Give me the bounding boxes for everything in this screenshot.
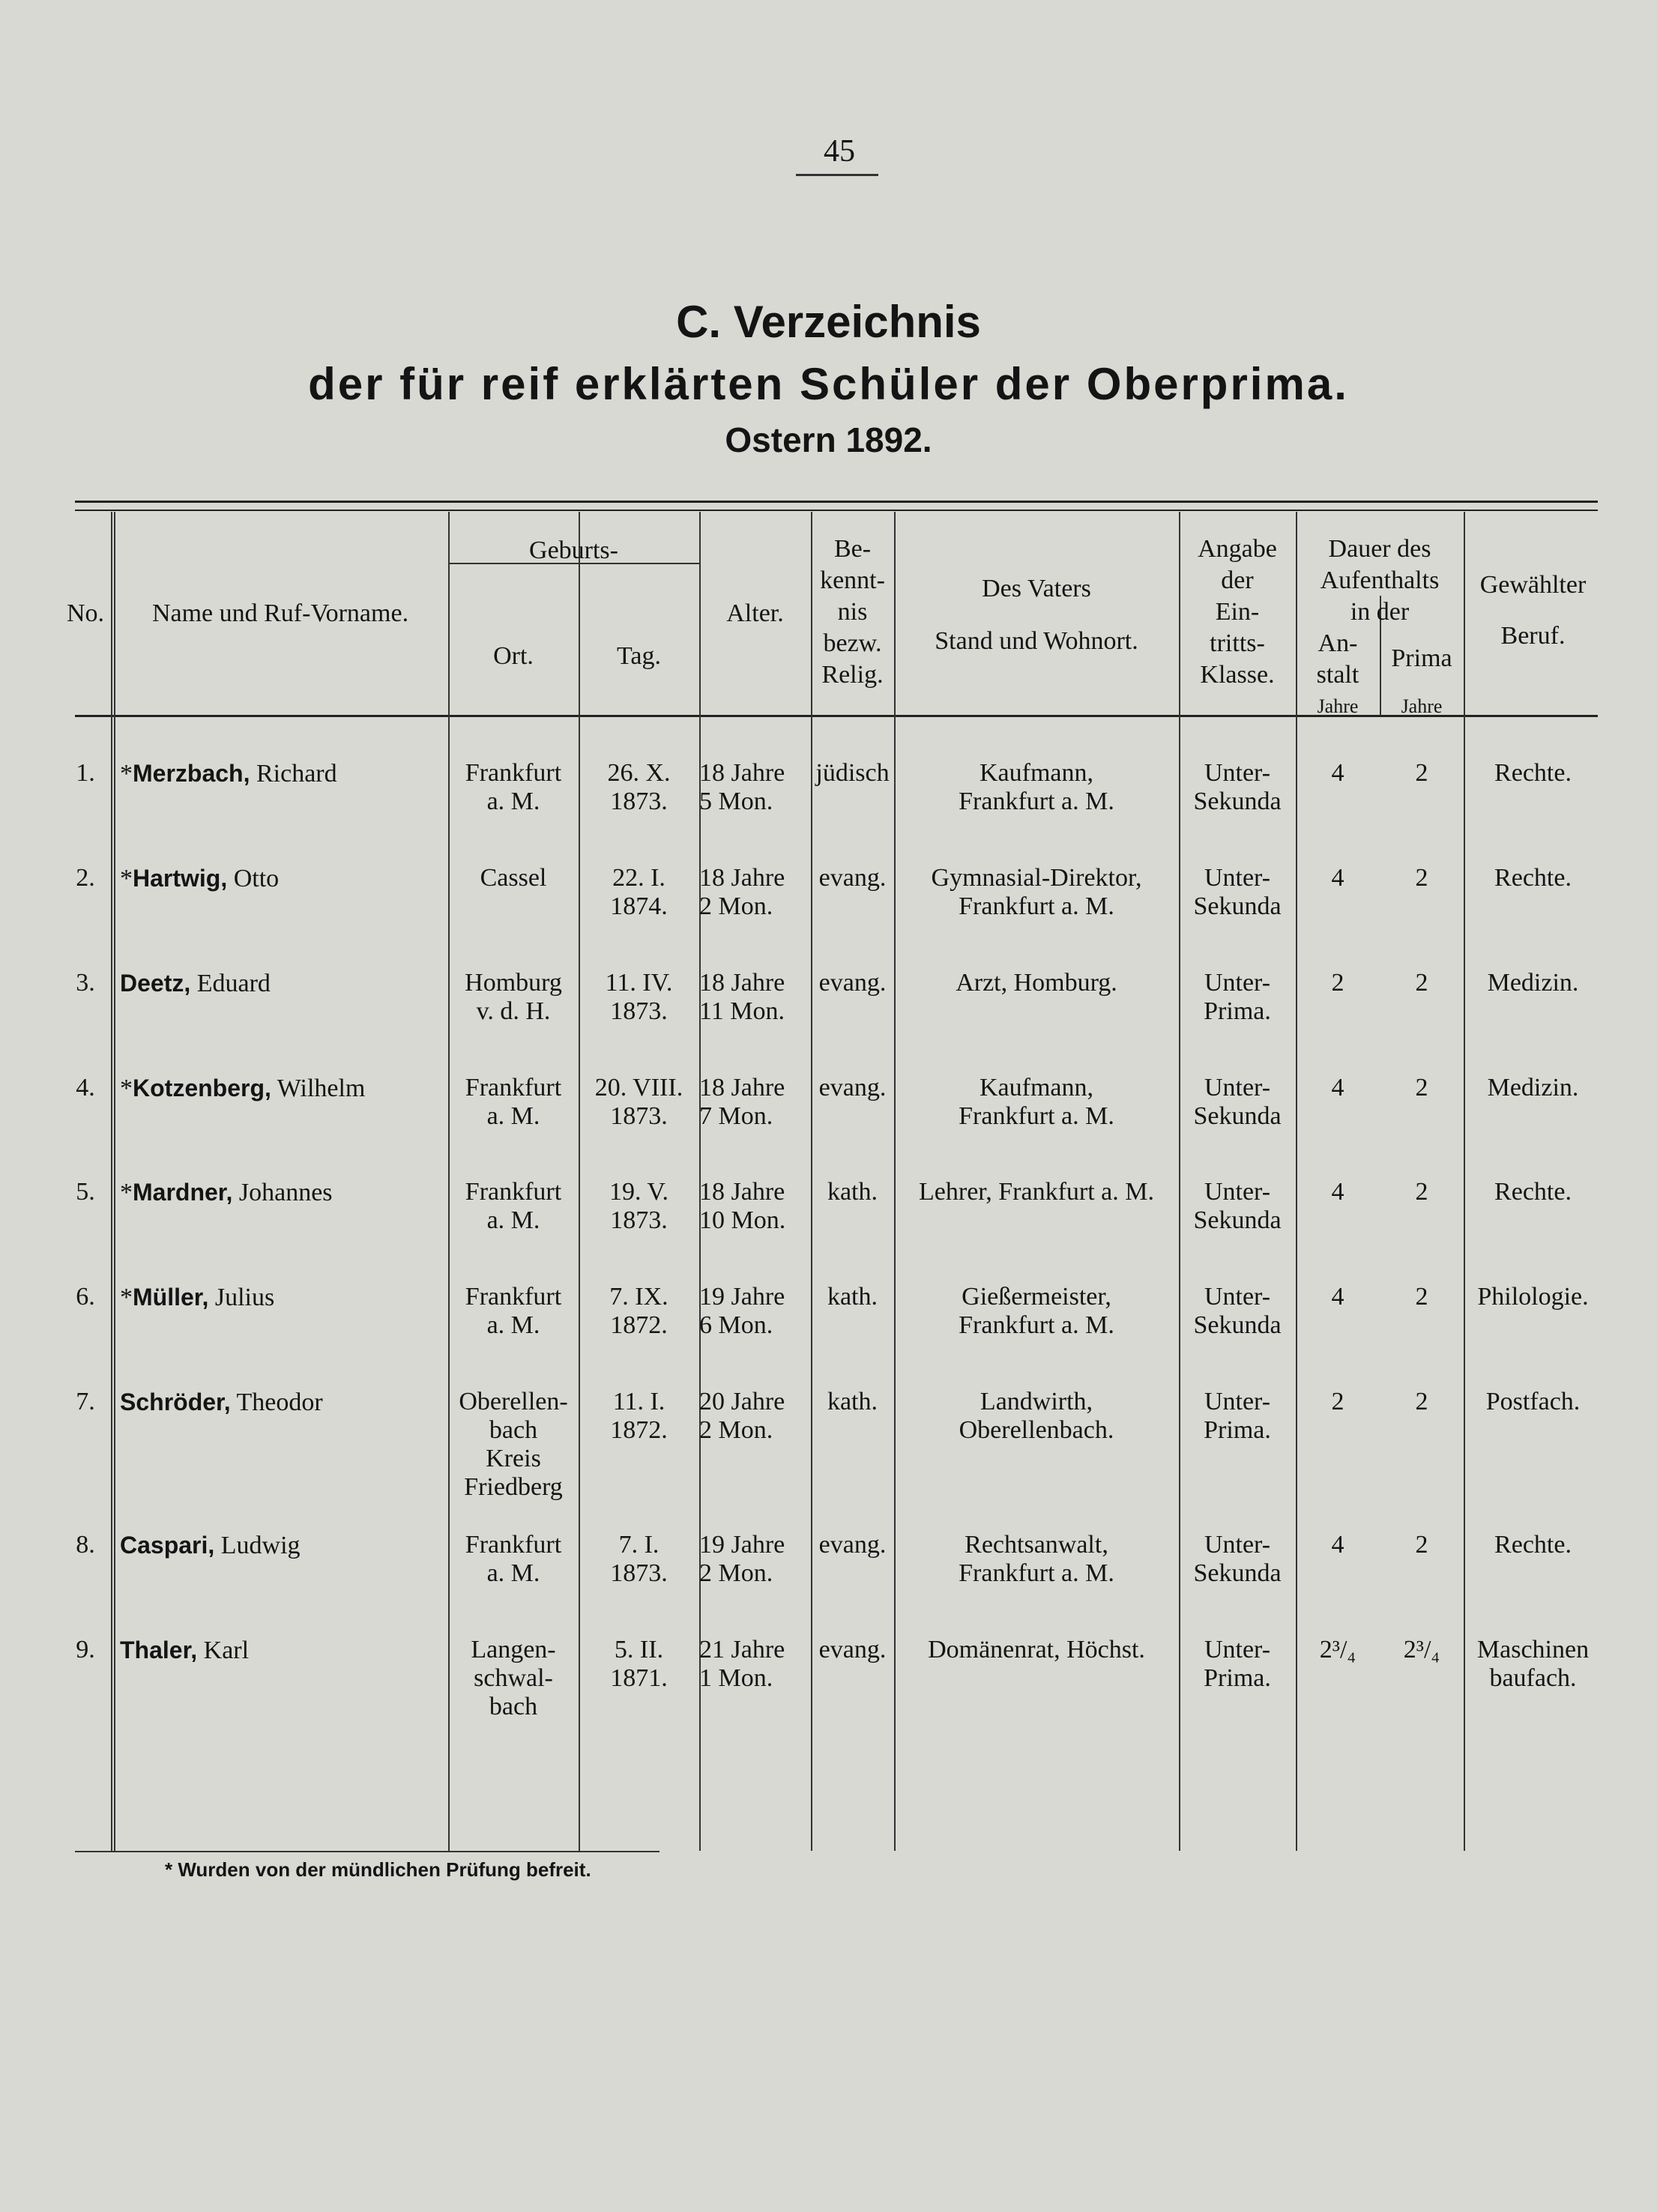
years-at-school: 4 bbox=[1331, 1074, 1344, 1102]
chosen-profession: Postfach. bbox=[1485, 1388, 1581, 1415]
header-anstalt: An- stalt Jahre bbox=[1316, 629, 1359, 717]
first-name: Theodor bbox=[230, 1388, 323, 1416]
age: 18 Jahre 5 Mon. bbox=[699, 759, 785, 815]
row-number: 8. bbox=[76, 1531, 95, 1559]
birth-place: Homburg v. d. H. bbox=[465, 969, 562, 1025]
religion: evang. bbox=[818, 1074, 887, 1102]
header-eintrittsklasse: Angabe der Ein- tritts- Klasse. bbox=[1198, 535, 1277, 689]
age: 18 Jahre 7 Mon. bbox=[699, 1074, 785, 1130]
row-number: 2. bbox=[76, 864, 95, 892]
surname: Thaler, bbox=[120, 1637, 198, 1663]
surname: Deetz, bbox=[120, 970, 191, 997]
father-occupation: Arzt, Homburg. bbox=[956, 969, 1117, 997]
row-number: 1. bbox=[76, 759, 95, 787]
first-name: Eduard bbox=[190, 970, 271, 997]
years-in-prima: 2 bbox=[1415, 1283, 1428, 1311]
chosen-profession: Rechte. bbox=[1494, 759, 1572, 787]
first-name: Otto bbox=[227, 865, 280, 892]
birth-place: Langen- schwal- bach bbox=[471, 1636, 556, 1720]
surname: Hartwig, bbox=[133, 865, 228, 892]
entry-class: Unter- Sekunda bbox=[1193, 864, 1282, 920]
exemption-mark: * bbox=[120, 865, 133, 892]
first-name: Johannes bbox=[232, 1179, 333, 1206]
entry-class: Unter- Prima. bbox=[1204, 1636, 1271, 1692]
age: 18 Jahre 10 Mon. bbox=[699, 1178, 786, 1234]
entry-class: Unter- Sekunda bbox=[1193, 1178, 1282, 1234]
birth-date: 11. IV. 1873. bbox=[605, 969, 673, 1025]
religion: evang. bbox=[818, 864, 887, 892]
entry-class: Unter- Sekunda bbox=[1193, 1074, 1282, 1130]
footnote-rule bbox=[75, 1851, 660, 1852]
chosen-profession: Rechte. bbox=[1494, 864, 1572, 892]
years-in-prima: 2 bbox=[1415, 1074, 1428, 1102]
father-occupation: Gießermeister, Frankfurt a. M. bbox=[959, 1283, 1114, 1339]
page-number: 45 bbox=[824, 134, 855, 169]
student-name bbox=[120, 1636, 448, 1665]
student-name bbox=[120, 1178, 448, 1207]
first-name: Ludwig bbox=[214, 1532, 301, 1559]
surname: Mardner, bbox=[133, 1179, 233, 1206]
student-name bbox=[120, 759, 448, 788]
birth-place: Frankfurt a. M. bbox=[465, 1531, 562, 1587]
birth-date: 11. I. 1872. bbox=[610, 1388, 668, 1444]
heading-line-3: Ostern 1892. bbox=[725, 420, 932, 459]
surname: Schröder, bbox=[120, 1388, 231, 1415]
surname: Merzbach, bbox=[133, 760, 250, 787]
header-tag: Tag. bbox=[617, 642, 661, 670]
religion: evang. bbox=[818, 969, 887, 997]
surname: Kotzenberg, bbox=[133, 1075, 271, 1102]
chosen-profession: Medizin. bbox=[1487, 1074, 1579, 1102]
years-in-prima: 2 bbox=[1415, 969, 1428, 997]
header-vater: Des Vaters bbox=[982, 575, 1091, 602]
birth-date: 19. V. 1873. bbox=[609, 1178, 669, 1234]
birth-place: Cassel bbox=[480, 864, 547, 892]
birth-place: Frankfurt a. M. bbox=[465, 759, 562, 815]
first-name: Karl bbox=[197, 1637, 250, 1664]
entry-class: Unter- Sekunda bbox=[1193, 759, 1282, 815]
religion: jüdisch bbox=[815, 759, 890, 787]
student-name bbox=[120, 864, 448, 893]
years-at-school: 4 bbox=[1331, 864, 1344, 892]
table-top-rule-inner bbox=[75, 510, 1598, 511]
religion: evang. bbox=[818, 1636, 887, 1663]
religion: kath. bbox=[827, 1283, 878, 1311]
heading-line-2: der für reif erklärten Schüler der Oberprima. bbox=[308, 359, 1349, 409]
religion: kath. bbox=[827, 1178, 878, 1206]
years-in-prima: 2 bbox=[1415, 759, 1428, 787]
age: 19 Jahre 6 Mon. bbox=[699, 1283, 785, 1339]
age: 18 Jahre 2 Mon. bbox=[699, 864, 785, 920]
row-number: 6. bbox=[76, 1283, 95, 1311]
header-ort: Ort. bbox=[493, 642, 534, 670]
father-occupation: Domänenrat, Höchst. bbox=[928, 1636, 1145, 1663]
years-in-prima: 2 bbox=[1415, 1388, 1428, 1415]
years-in-prima: 2 bbox=[1415, 864, 1428, 892]
student-name bbox=[120, 1531, 448, 1560]
student-name bbox=[120, 1283, 448, 1312]
chosen-profession: Rechte. bbox=[1494, 1531, 1572, 1559]
student-name bbox=[120, 969, 448, 998]
years-at-school: 4 bbox=[1331, 1283, 1344, 1311]
footnote: * Wurden von der mündlichen Prüfung befreit. bbox=[165, 1858, 591, 1881]
table-top-rule bbox=[75, 501, 1598, 503]
student-name bbox=[120, 1074, 448, 1103]
age: 18 Jahre 11 Mon. bbox=[699, 969, 785, 1025]
years-at-school: 2 bbox=[1331, 969, 1344, 997]
exemption-mark: * bbox=[120, 1075, 133, 1102]
student-name bbox=[120, 1388, 448, 1417]
row-number: 5. bbox=[76, 1178, 95, 1206]
header-bekenntnis: Be- kennt- nis bezw. Relig. bbox=[820, 535, 885, 689]
row-number: 3. bbox=[76, 969, 95, 997]
exemption-mark: * bbox=[120, 1179, 133, 1206]
entry-class: Unter- Sekunda bbox=[1193, 1531, 1282, 1587]
father-occupation: Gymnasial-Direktor, Frankfurt a. M. bbox=[931, 864, 1142, 920]
entry-class: Unter- Prima. bbox=[1204, 1388, 1271, 1444]
years-at-school: 4 bbox=[1331, 1178, 1344, 1206]
father-occupation: Kaufmann, Frankfurt a. M. bbox=[959, 759, 1114, 815]
header-prima: Prima Jahre bbox=[1391, 644, 1452, 717]
years-at-school: 4 bbox=[1331, 759, 1344, 787]
heading-line-1: C. Verzeichnis bbox=[676, 297, 981, 347]
religion: kath. bbox=[827, 1388, 878, 1415]
header-dauer: Dauer des Aufenthalts in der bbox=[1320, 535, 1440, 626]
row-number: 4. bbox=[76, 1074, 95, 1102]
header-vater-stand: Stand und Wohnort. bbox=[935, 627, 1138, 655]
years-in-prima: 2³/₄ bbox=[1403, 1636, 1440, 1663]
page-number-ornament bbox=[796, 174, 878, 176]
years-in-prima: 2 bbox=[1415, 1531, 1428, 1559]
birth-place: Oberellen- bach Kreis Friedberg bbox=[459, 1388, 568, 1501]
birth-date: 20. VIII. 1873. bbox=[594, 1074, 683, 1130]
exemption-mark: * bbox=[120, 760, 133, 788]
exemption-mark: * bbox=[120, 1284, 133, 1311]
row-number: 7. bbox=[76, 1388, 95, 1415]
father-occupation: Rechtsanwalt, Frankfurt a. M. bbox=[959, 1531, 1114, 1587]
header-no: No. bbox=[66, 599, 105, 627]
age: 19 Jahre 2 Mon. bbox=[699, 1531, 785, 1587]
header-geburts: Geburts- bbox=[529, 537, 618, 564]
age: 20 Jahre 2 Mon. bbox=[699, 1388, 785, 1444]
years-at-school: 2 bbox=[1331, 1388, 1344, 1415]
birth-date: 26. X. 1873. bbox=[607, 759, 671, 815]
first-name: Julius bbox=[208, 1284, 275, 1311]
header-alter: Alter. bbox=[726, 599, 784, 627]
surname: Caspari, bbox=[120, 1532, 215, 1559]
header-name: Name und Ruf-Vorname. bbox=[151, 599, 409, 627]
surname: Müller, bbox=[133, 1284, 209, 1311]
years-at-school: 2³/₄ bbox=[1319, 1636, 1356, 1663]
birth-place: Frankfurt a. M. bbox=[465, 1283, 562, 1339]
entry-class: Unter- Sekunda bbox=[1193, 1283, 1282, 1339]
chosen-profession: Medizin. bbox=[1487, 969, 1579, 997]
entry-class: Unter- Prima. bbox=[1204, 969, 1271, 1025]
years-in-prima: 2 bbox=[1415, 1178, 1428, 1206]
father-occupation: Landwirth, Oberellenbach. bbox=[959, 1388, 1114, 1444]
years-at-school: 4 bbox=[1331, 1531, 1344, 1559]
birth-place: Frankfurt a. M. bbox=[465, 1178, 562, 1234]
age: 21 Jahre 1 Mon. bbox=[699, 1636, 785, 1692]
chosen-profession: Philologie. bbox=[1477, 1283, 1589, 1311]
column-divider bbox=[111, 512, 115, 1851]
birth-date: 7. I. 1873. bbox=[610, 1531, 668, 1587]
birth-date: 7. IX. 1872. bbox=[609, 1283, 668, 1339]
father-occupation: Kaufmann, Frankfurt a. M. bbox=[959, 1074, 1114, 1130]
chosen-profession: Maschinen baufach. bbox=[1476, 1636, 1590, 1692]
father-occupation: Lehrer, Frankfurt a. M. bbox=[919, 1178, 1154, 1206]
religion: evang. bbox=[818, 1531, 887, 1559]
birth-date: 22. I. 1874. bbox=[610, 864, 668, 920]
first-name: Wilhelm bbox=[271, 1075, 366, 1102]
header-beruf: Gewählter Beruf. bbox=[1479, 571, 1587, 650]
birth-date: 5. II. 1871. bbox=[610, 1636, 668, 1692]
birth-place: Frankfurt a. M. bbox=[465, 1074, 562, 1130]
chosen-profession: Rechte. bbox=[1494, 1178, 1572, 1206]
row-number: 9. bbox=[76, 1636, 95, 1663]
first-name: Richard bbox=[250, 760, 337, 788]
